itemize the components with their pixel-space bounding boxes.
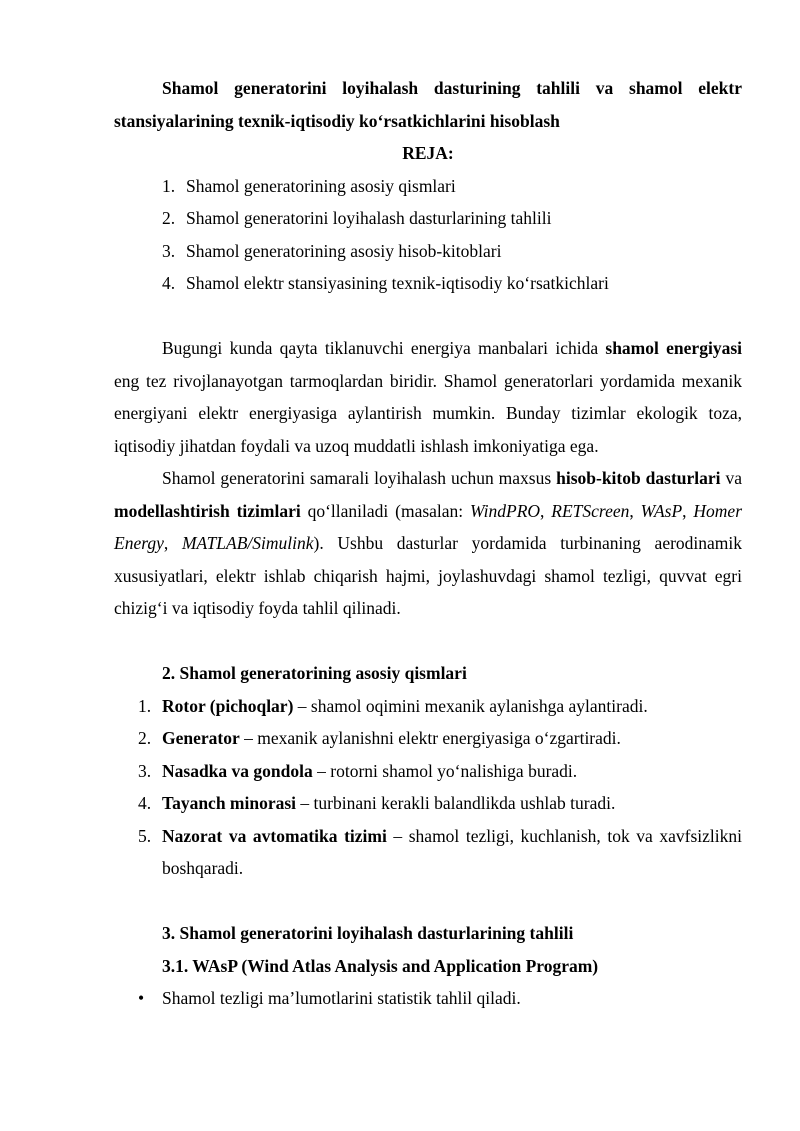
parts-item-desc: – shamol tezligi, kuchlanish, tok va xavfsizlikni boshqaradi.: [162, 825, 742, 878]
text-run: va: [720, 468, 742, 488]
spacer: [114, 300, 742, 333]
italic-program: WAsP: [640, 500, 683, 521]
parts-item-number: 1.: [138, 695, 152, 716]
parts-item-number: 5.: [138, 825, 152, 846]
text-run: ,: [163, 533, 182, 553]
parts-item-desc: – mexanik aylanishni elektr energiyasiga o‘zgartiradi.: [239, 728, 621, 748]
text-run: qo‘llaniladi (masalan:: [300, 500, 471, 521]
document-page: [114, 70, 742, 1015]
spacer: [114, 885, 742, 918]
reja-item-text: Shamol generatorini loyihalash dasturlarining tahlili: [186, 208, 552, 228]
bullet-text: Shamol tezligi ma’lumotlarini statistik tahlil qiladi.: [162, 988, 521, 1008]
text-run: Shamol generatorini samarali loyihalash uchun maxsus: [162, 468, 557, 488]
reja-item: [114, 170, 742, 203]
parts-item-desc: – shamol oqimini mexanik aylanishga aylantiradi.: [293, 695, 648, 716]
parts-item-term: Tayanch minorasi: [162, 793, 297, 813]
parts-item-number: 4.: [138, 793, 152, 813]
document-title: Shamol generatorini loyihalash dasturining tahlili va shamol elektr stansiyalarining texnik-iqtisodiy ko‘rsatkichlarini hisoblash: [114, 78, 742, 131]
intro-paragraph-2: [114, 462, 742, 625]
bold-term: shamol energiyasi: [605, 338, 742, 358]
parts-item-term: Generator: [162, 728, 240, 748]
reja-item-text: Shamol generatorining asosiy qismlari: [186, 175, 456, 196]
italic-program: Homer Energy: [114, 500, 743, 553]
reja-list: [114, 170, 742, 300]
section-2-heading: 2. Shamol generatorining asosiy qismlari: [162, 663, 467, 683]
reja-item-text: Shamol elektr stansiyasining texnik-iqtisodiy ko‘rsatkichlari: [186, 273, 609, 293]
reja-item-number: 4.: [162, 273, 176, 293]
parts-list: [114, 690, 742, 885]
reja-item: [114, 202, 742, 235]
text-run: ). Ushbu dasturlar yordamida turbinaning aerodinamik xususiyatlari, elektr ishlab chiqarish hajmi, joylashuvdagi shamol tezligi, quvvat egri chizig‘i va iqtisodiy foyda tahlil qilinadi.: [114, 533, 743, 618]
parts-item-number: 2.: [138, 728, 152, 748]
parts-item-term: Rotor (pichoqlar): [162, 695, 294, 716]
parts-item: [114, 820, 742, 885]
text-run: ,: [629, 500, 641, 521]
text-run: eng tez rivojlanayotgan tarmoqlardan biridir. Shamol generatorlari yordamida mexanik energiyani elektr energiyasiga aylantirish mumkin. Bunday tizimlar ekologik toza, iqtisodiy jihatdan foydali va uzoq muddatli ishlash imkoniyatiga ega.: [114, 370, 742, 456]
parts-item: [114, 722, 742, 755]
reja-label: REJA:: [402, 143, 454, 163]
parts-item: [114, 755, 742, 788]
reja-item: [114, 235, 742, 268]
parts-item-term: Nazorat va avtomatika tizimi: [162, 825, 387, 846]
section-3-heading: 3. Shamol generatorini loyihalash dasturlarining tahlili: [162, 923, 574, 943]
reja-item-text: Shamol generatorining asosiy hisob-kitoblari: [186, 240, 502, 261]
parts-item: [114, 690, 742, 723]
spacer: [114, 625, 742, 658]
italic-program: WindPRO: [470, 500, 541, 521]
bullet-list: [114, 982, 742, 1015]
italic-program: MATLAB/Simulink: [181, 533, 314, 553]
reja-item-number: 1.: [162, 175, 176, 196]
italic-program: RETScreen: [551, 500, 630, 521]
parts-item-desc: – rotorni shamol yo‘nalishiga buradi.: [312, 760, 578, 781]
bold-term: hisob-kitob dasturlari: [556, 468, 721, 488]
bullet-icon: •: [138, 988, 145, 1008]
parts-item: [114, 787, 742, 820]
section-3-1-heading: 3.1. WAsP (Wind Atlas Analysis and Application Program): [162, 955, 599, 976]
bold-term: modellashtirish tizimlari: [114, 500, 301, 521]
intro-paragraph-1: [114, 332, 742, 462]
parts-item-number: 3.: [138, 760, 152, 781]
parts-item-term: Nasadka va gondola: [162, 760, 313, 781]
bullet-item: [114, 982, 742, 1015]
reja-item-number: 2.: [162, 208, 176, 228]
reja-item: [114, 267, 742, 300]
reja-item-number: 3.: [162, 240, 176, 261]
text-run: Bugungi kunda qayta tiklanuvchi energiya manbalari ichida: [162, 338, 606, 358]
text-run: ,: [682, 500, 694, 521]
text-run: ,: [540, 500, 552, 521]
parts-item-desc: – turbinani kerakli balandlikda ushlab turadi.: [296, 793, 616, 813]
